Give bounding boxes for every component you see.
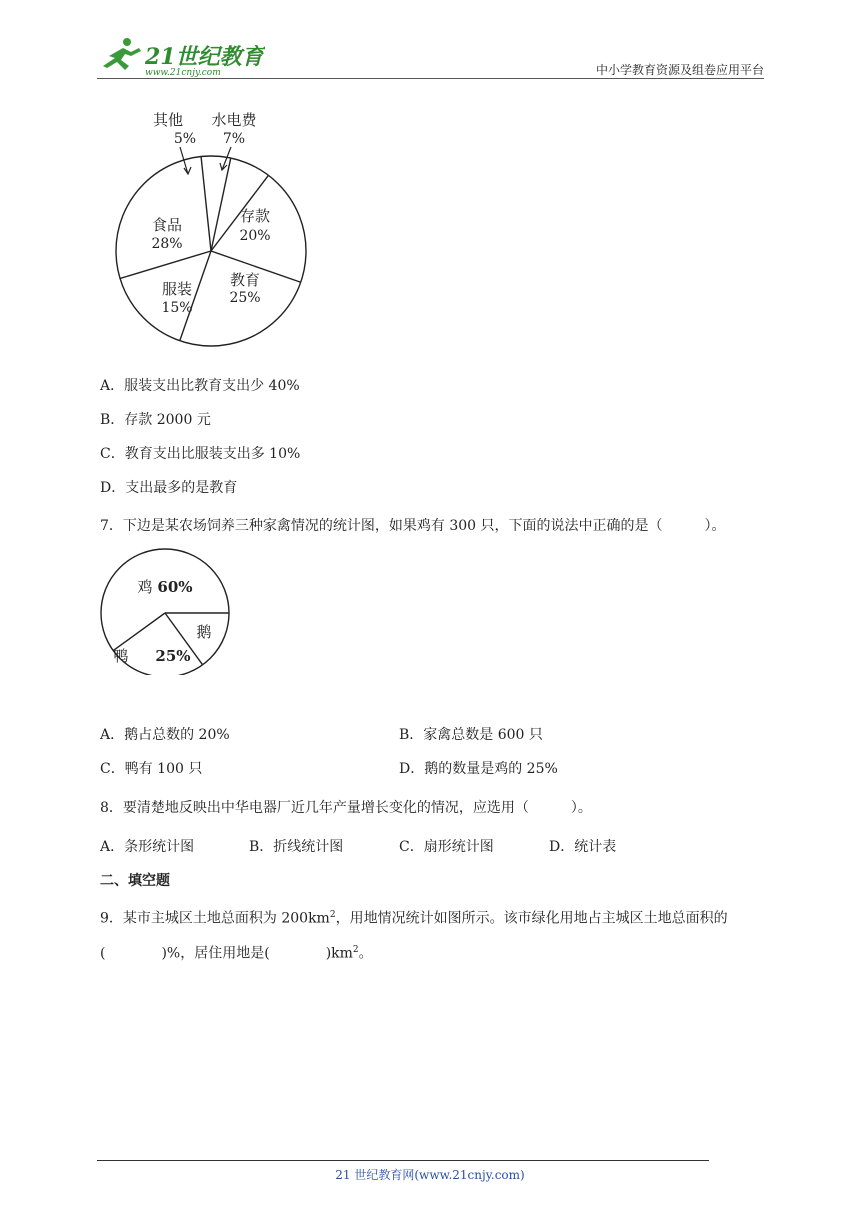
label-other: 其他 — [152, 111, 184, 129]
value-savings: 20% — [239, 228, 271, 244]
q9-line1-b: ，用地情况统计如图所示。该市绿化用地占主城区土地总面积的 — [335, 910, 728, 927]
q6-option-d: D．支出最多的是教育 — [100, 480, 238, 496]
value-chicken: 60% — [157, 578, 193, 596]
q7-option-c: C．鸭有 100 只 — [100, 761, 203, 777]
q7-option-b: B．家禽总数是 600 只 — [399, 727, 543, 743]
label-education: 教育 — [229, 271, 261, 289]
label-chicken: 鸡 — [137, 578, 153, 596]
q9-line2 — [100, 940, 373, 964]
q9-line2-b: 。 — [358, 945, 373, 962]
expense-pie-chart — [100, 100, 320, 360]
q9-line2-sup: 2 — [352, 945, 359, 955]
q7-text: 7．下边是某农场饲养三种家禽情况的统计图，如果鸡有 300 只，下面的说法中正确的是（ ）。 — [100, 518, 726, 534]
label-goose: 鹅 — [196, 623, 212, 641]
q9-line1-a: 9．某市主城区土地总面积为 200km — [100, 910, 330, 927]
value-utilities: 7% — [222, 131, 246, 147]
platform-name: 中小学教育资源及组卷应用平台 — [595, 63, 764, 77]
logo-title: 21世纪教育 — [145, 44, 264, 70]
q6-option-a: A．服装支出比教育支出少 40% — [100, 378, 300, 394]
q9-line1 — [100, 905, 728, 929]
value-duck: 25% — [155, 647, 191, 665]
q8-option-d: D．统计表 — [549, 839, 617, 855]
section-title: 二、填空题 — [100, 873, 170, 889]
site-logo — [95, 34, 265, 78]
logo-url: www.21cnjy.com — [145, 68, 221, 78]
poultry-pie-chart — [96, 545, 236, 675]
value-education: 25% — [229, 290, 261, 306]
footer-text: 21 世纪教育网(www.21cnjy.com) — [335, 1168, 525, 1182]
q7-option-a: A．鹅占总数的 20% — [100, 727, 230, 743]
q6-option-c: C．教育支出比服装支出多 10% — [100, 446, 301, 462]
runner-icon — [103, 38, 141, 70]
footer-divider — [97, 1160, 709, 1161]
label-savings: 存款 — [239, 207, 271, 225]
label-duck: 鸭 — [113, 647, 129, 665]
q8-option-a: A．条形统计图 — [100, 839, 195, 855]
q8-option-c: C．扇形统计图 — [399, 839, 494, 855]
q9-line1-sup: 2 — [329, 910, 336, 920]
label-food: 食品 — [151, 216, 183, 234]
q8-option-b: B．折线统计图 — [249, 839, 344, 855]
q8-text: 8．要清楚地反映出中华电器厂近几年产量增长变化的情况，应选用（ ）。 — [100, 800, 592, 816]
label-clothing: 服装 — [161, 280, 193, 298]
q9-line2-a: ( )%，居住用地是( )km — [100, 945, 353, 962]
value-clothing: 15% — [161, 300, 193, 316]
header-divider — [97, 78, 764, 79]
q7-option-d: D．鹅的数量是鸡的 25% — [399, 761, 558, 777]
label-utilities: 水电费 — [211, 111, 257, 129]
q6-option-b: B．存款 2000 元 — [100, 412, 211, 428]
value-other: 5% — [173, 131, 197, 147]
value-food: 28% — [151, 236, 183, 252]
